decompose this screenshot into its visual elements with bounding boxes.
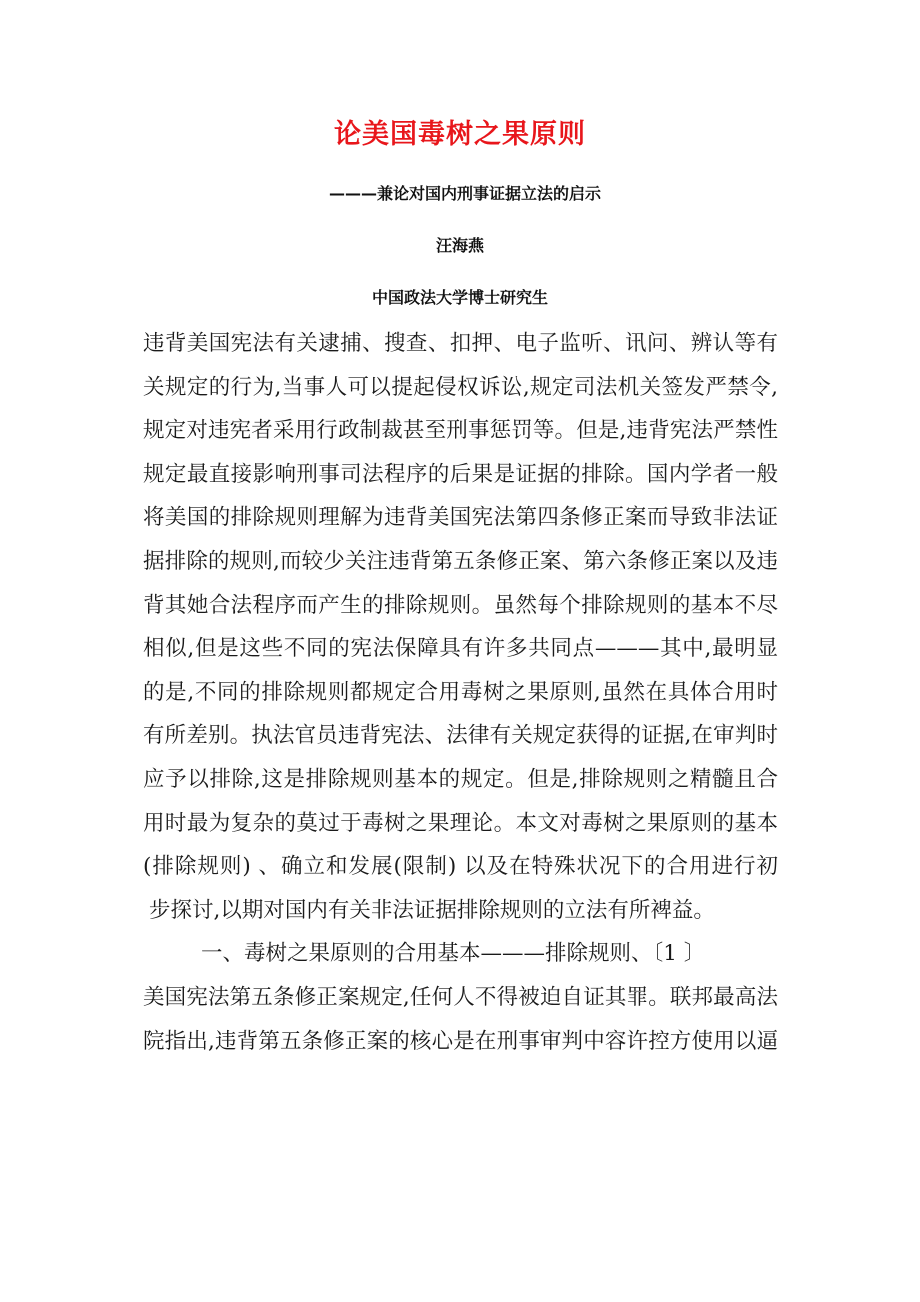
text-line: 据排除的规则,而较少关注违背第五条修正案、第六条修正案以及违 [143,548,778,574]
text-line: 的是,不同的排除规则都规定合用毒树之果原则,虽然在具体合用时 [143,679,778,705]
document-title: 论美国毒树之果原则 [334,119,586,150]
text-line: 美国宪法第五条修正案规定,任何人不得被迫自证其罪。联邦最高法 [143,984,778,1010]
text-line: 相似,但是这些不同的宪法保障具有许多共同点———其中,最明显 [143,636,778,662]
text-line: 用时最为复杂的莫过于毒树之果理论。本文对毒树之果原则的基本 [143,810,778,836]
text-line: 将美国的排除规则理解为违背美国宪法第四条修正案而导致非法证 [143,505,778,531]
text-line: 规定对违宪者采用行政制裁甚至刑事惩罚等。但是,违背宪法严禁性 [143,418,778,444]
text-line: 应予以排除,这是排除规则基本的规定。但是,排除规则之精髓且合 [143,766,778,792]
section-heading: 一、毒树之果原则的合用基本———排除规则、〔1 〕 [201,941,706,967]
body-text [143,322,778,1063]
text-line: 关规定的行为,当事人可以提起侵权诉讼,规定司法机关签发严禁令, [143,374,778,400]
text-line: 违背美国宪法有关逮捕、搜查、扣押、电子监听、讯问、辨认等有 [143,331,778,356]
text-line: 院指出,违背第五条修正案的核心是在刑事审判中容许控方使用以逼 [143,1028,778,1054]
document-subtitle: ———兼论对国内刑事证据立法的启示 [328,184,601,203]
text-line: 步探讨,以期对国内有关非法证据排除规则的立法有所裨益。 [149,897,715,923]
text-line: 有所差别。执法官员违背宪法、法律有关规定获得的证据,在审判时 [143,723,778,749]
author-affiliation: 中国政法大学博士研究生 [371,288,548,307]
text-line: (排除规则) 、确立和发展(限制) 以及在特殊状况下的合用进行初 [143,854,778,880]
text-line: 背其她合法程序而产生的排除规则。虽然每个排除规则的基本不尽 [143,592,778,618]
text-line: 规定最直接影响刑事司法程序的后果是证据的排除。国内学者一般 [143,461,778,487]
author-name: 汪海燕 [435,236,484,255]
